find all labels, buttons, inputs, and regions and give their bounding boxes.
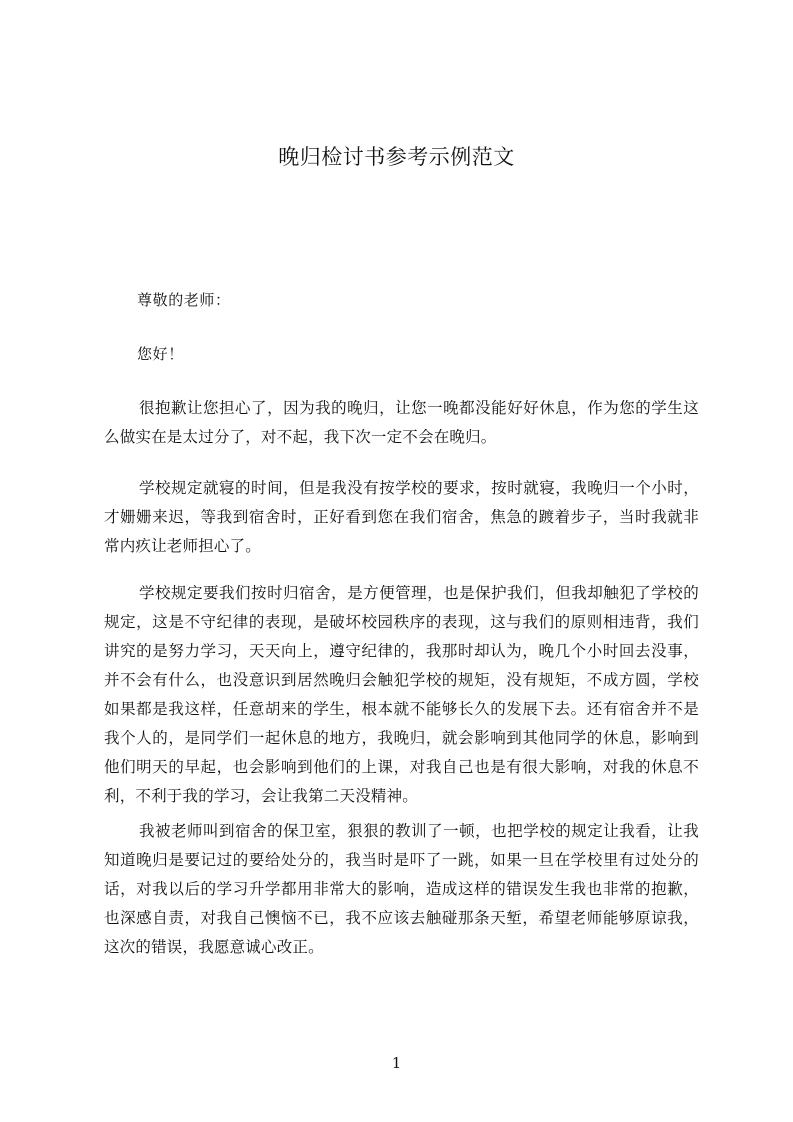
page-number: 1: [391, 1054, 402, 1072]
paragraph-late-return: 学校规定就寝的时间，但是我没有按学校的要求，按时就寝，我晚归一个小时，才姗姗来迟，等我到宿舍时，正好看到您在我们宿舍，焦急的踱着步子，当时我就非常内疚让老师担心了。: [104, 479, 699, 555]
paragraph-reflection: 我被老师叫到宿舍的保卫室，狠狠的教训了一顿，也把学校的规定让我看，让我知道晚归是要记过的要给处分的，我当时是吓了一跳，如果一旦在学校里有过处分的话，对我以后的学习升学都用非常大的影响，造成这样的错误发生我也非常的抱歉，也深感自责，对我自己懊恼不已，我不应该去触碰那条天堑，希望老师能够原谅我，这次的错误，我愿意诚心改正。: [104, 822, 699, 956]
salutation: 尊敬的老师：: [137, 291, 231, 309]
paragraph-school-rules: 学校规定要我们按时归宿舍，是方便管理，也是保护我们，但我却触犯了学校的规定，这是不守纪律的表现，是破坏校园秩序的表现，这与我们的原则相违背，我们讲究的是努力学习，天天向上，遵守纪律的，我那时却认为，晚几个小时回去没事，并不会有什么，也没意识到居然晚归会触犯学校的规矩，没有规矩，不成方圆，学校如果都是我这样，任意胡来的学生，根本就不能够长久的发展下去。还有宿舍并不是我个人的，是同学们一起休息的地方，我晚归，就会影响到其他同学的休息，影响到他们明天的早起，也会影响到他们的上课，对我自己也是有很大影响，对我的休息不利，不利于我的学习，会让我第二天没精神。: [104, 584, 699, 805]
document-title: 晚归检讨书参考示例范文: [278, 145, 515, 169]
paragraph-apology: 很抱歉让您担心了，因为我的晚归，让您一晚都没能好好休息，作为您的学生这么做实在是太过分了，对不起，我下次一定不会在晚归。: [104, 399, 699, 446]
greeting: 您好！: [137, 345, 184, 363]
